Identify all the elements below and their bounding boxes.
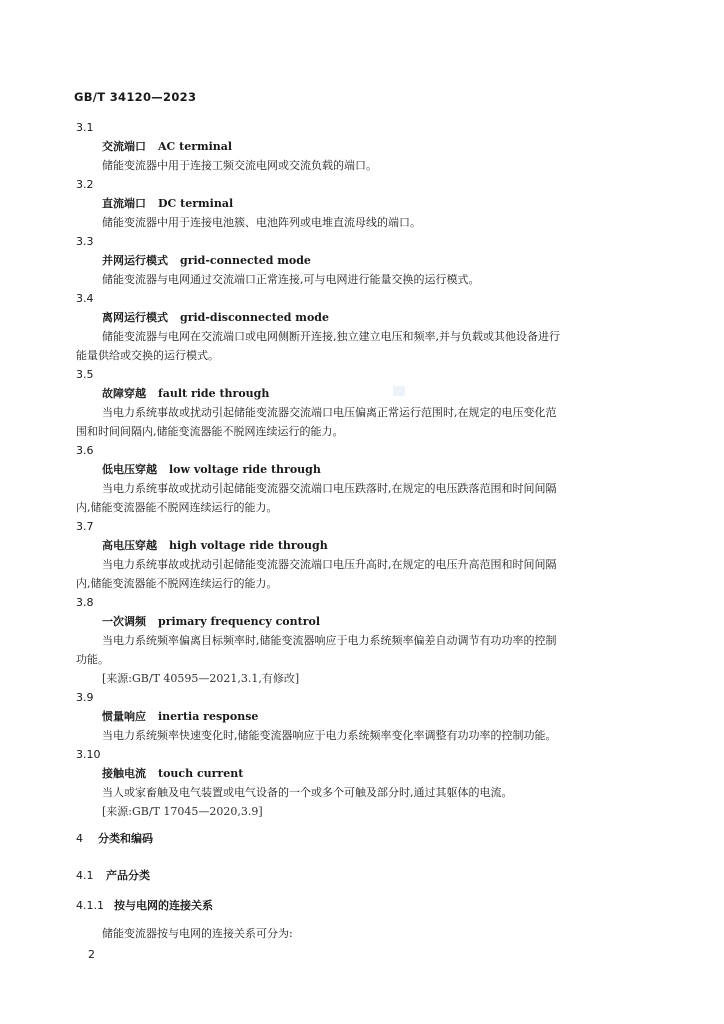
definitions-list [0, 118, 724, 821]
term-chinese: 离网运行模式 [102, 311, 168, 324]
definition-text: 当人或家畜触及电气装置或电气设备的一个或多个可触及部分时,通过其躯体的电流。 [102, 786, 513, 799]
clause-number: 3.4 [76, 292, 94, 305]
subsection-title: 产品分类 [106, 869, 150, 882]
clause-number: 3.8 [76, 596, 94, 609]
definition-text: 功能。 [76, 653, 109, 666]
definition-entry [0, 517, 724, 593]
definition-entry [0, 688, 724, 745]
clause-number: 3.3 [76, 235, 94, 248]
definition-text: 储能变流器与电网在交流端口或电网侧断开连接,独立建立电压和频率,并与负载或其他设备进行 [102, 330, 560, 343]
clause-number: 3.5 [76, 368, 94, 381]
term-heading [0, 764, 724, 783]
section-title: 分类和编码 [98, 832, 153, 845]
term-heading [0, 251, 724, 270]
definition-text: 当电力系统事故或扰动引起储能变流器交流端口电压偏离正常运行范围时,在规定的电压变化范 [102, 406, 557, 419]
definition-text: 当电力系统事故或扰动引起储能变流器交流端口电压跌落时,在规定的电压跌落范围和时间间隔 [102, 482, 557, 495]
definition-text: 储能变流器与电网通过交流端口正常连接,可与电网进行能量交换的运行模式。 [102, 273, 480, 286]
clause-number: 3.10 [76, 748, 101, 761]
term-chinese: 低电压穿越 [102, 463, 157, 476]
term-english: AC terminal [158, 140, 233, 153]
subsubsection-heading [76, 897, 213, 913]
term-chinese: 惯量响应 [102, 710, 146, 723]
term-chinese: 高电压穿越 [102, 539, 157, 552]
definition-text: 当电力系统事故或扰动引起储能变流器交流端口电压升高时,在规定的电压升高范围和时间间隔 [102, 558, 557, 571]
definition-entry [0, 593, 724, 688]
definition-text: 内,储能变流器能不脱网连续运行的能力。 [76, 501, 278, 514]
term-chinese: 交流端口 [102, 140, 146, 153]
term-english: inertia response [158, 710, 259, 723]
scan-artifact [393, 386, 405, 396]
term-heading [0, 536, 724, 555]
definition-entry [0, 289, 724, 365]
definition-text: 储能变流器中用于连接工频交流电网或交流负载的端口。 [102, 159, 377, 172]
subsection-heading [76, 867, 150, 883]
term-english: low voltage ride through [169, 463, 321, 476]
clause-number: 3.6 [76, 444, 94, 457]
definition-text: 围和时间间隔内,储能变流器能不脱网连续运行的能力。 [76, 425, 344, 438]
section-number: 4 [76, 832, 83, 845]
body-paragraph: 储能变流器按与电网的连接关系可分为: [102, 927, 293, 940]
term-english: touch current [158, 767, 244, 780]
term-chinese: 一次调频 [102, 615, 146, 628]
term-heading [0, 308, 724, 327]
term-english: grid-disconnected mode [180, 311, 329, 324]
term-chinese: 直流端口 [102, 197, 146, 210]
term-english: primary frequency control [158, 615, 321, 628]
term-english: grid-connected mode [180, 254, 311, 267]
definition-entry [0, 232, 724, 289]
term-chinese: 故障穿越 [102, 387, 146, 400]
term-english: DC terminal [158, 197, 234, 210]
definition-entry [0, 441, 724, 517]
definition-text: 储能变流器中用于连接电池簇、电池阵列或电堆直流母线的端口。 [102, 216, 421, 229]
clause-number: 3.1 [76, 121, 94, 134]
term-heading [0, 612, 724, 631]
term-heading [0, 707, 724, 726]
source-note: [来源:GB/T 40595—2021,3.1,有修改] [102, 672, 300, 685]
section-heading [76, 830, 153, 846]
definition-text: 当电力系统频率偏离目标频率时,储能变流器响应于电力系统频率偏差自动调节有功功率的控制 [102, 634, 557, 647]
definition-text: 能量供给或交换的运行模式。 [76, 349, 219, 362]
subsubsection-title: 按与电网的连接关系 [114, 899, 213, 912]
clause-number: 3.7 [76, 520, 94, 533]
term-heading [0, 137, 724, 156]
term-heading [0, 194, 724, 213]
term-chinese: 并网运行模式 [102, 254, 168, 267]
subsubsection-number: 4.1.1 [76, 899, 104, 912]
source-note: [来源:GB/T 17045—2020,3.9] [102, 805, 263, 818]
term-english: fault ride through [158, 387, 270, 400]
definition-entry [0, 175, 724, 232]
term-heading [0, 460, 724, 479]
definition-entry [0, 745, 724, 821]
definition-text: 当电力系统频率快速变化时,储能变流器响应于电力系统频率变化率调整有功功率的控制功能。 [102, 729, 557, 742]
clause-number: 3.2 [76, 178, 94, 191]
definition-entry [0, 118, 724, 175]
subsection-number: 4.1 [76, 869, 94, 882]
page-number: 2 [88, 948, 95, 961]
definition-entry [0, 365, 724, 441]
term-english: high voltage ride through [169, 539, 328, 552]
standard-code: GB/T 34120—2023 [74, 90, 197, 104]
term-heading [0, 384, 724, 403]
term-chinese: 接触电流 [102, 767, 146, 780]
clause-number: 3.9 [76, 691, 94, 704]
definition-text: 内,储能变流器能不脱网连续运行的能力。 [76, 577, 278, 590]
